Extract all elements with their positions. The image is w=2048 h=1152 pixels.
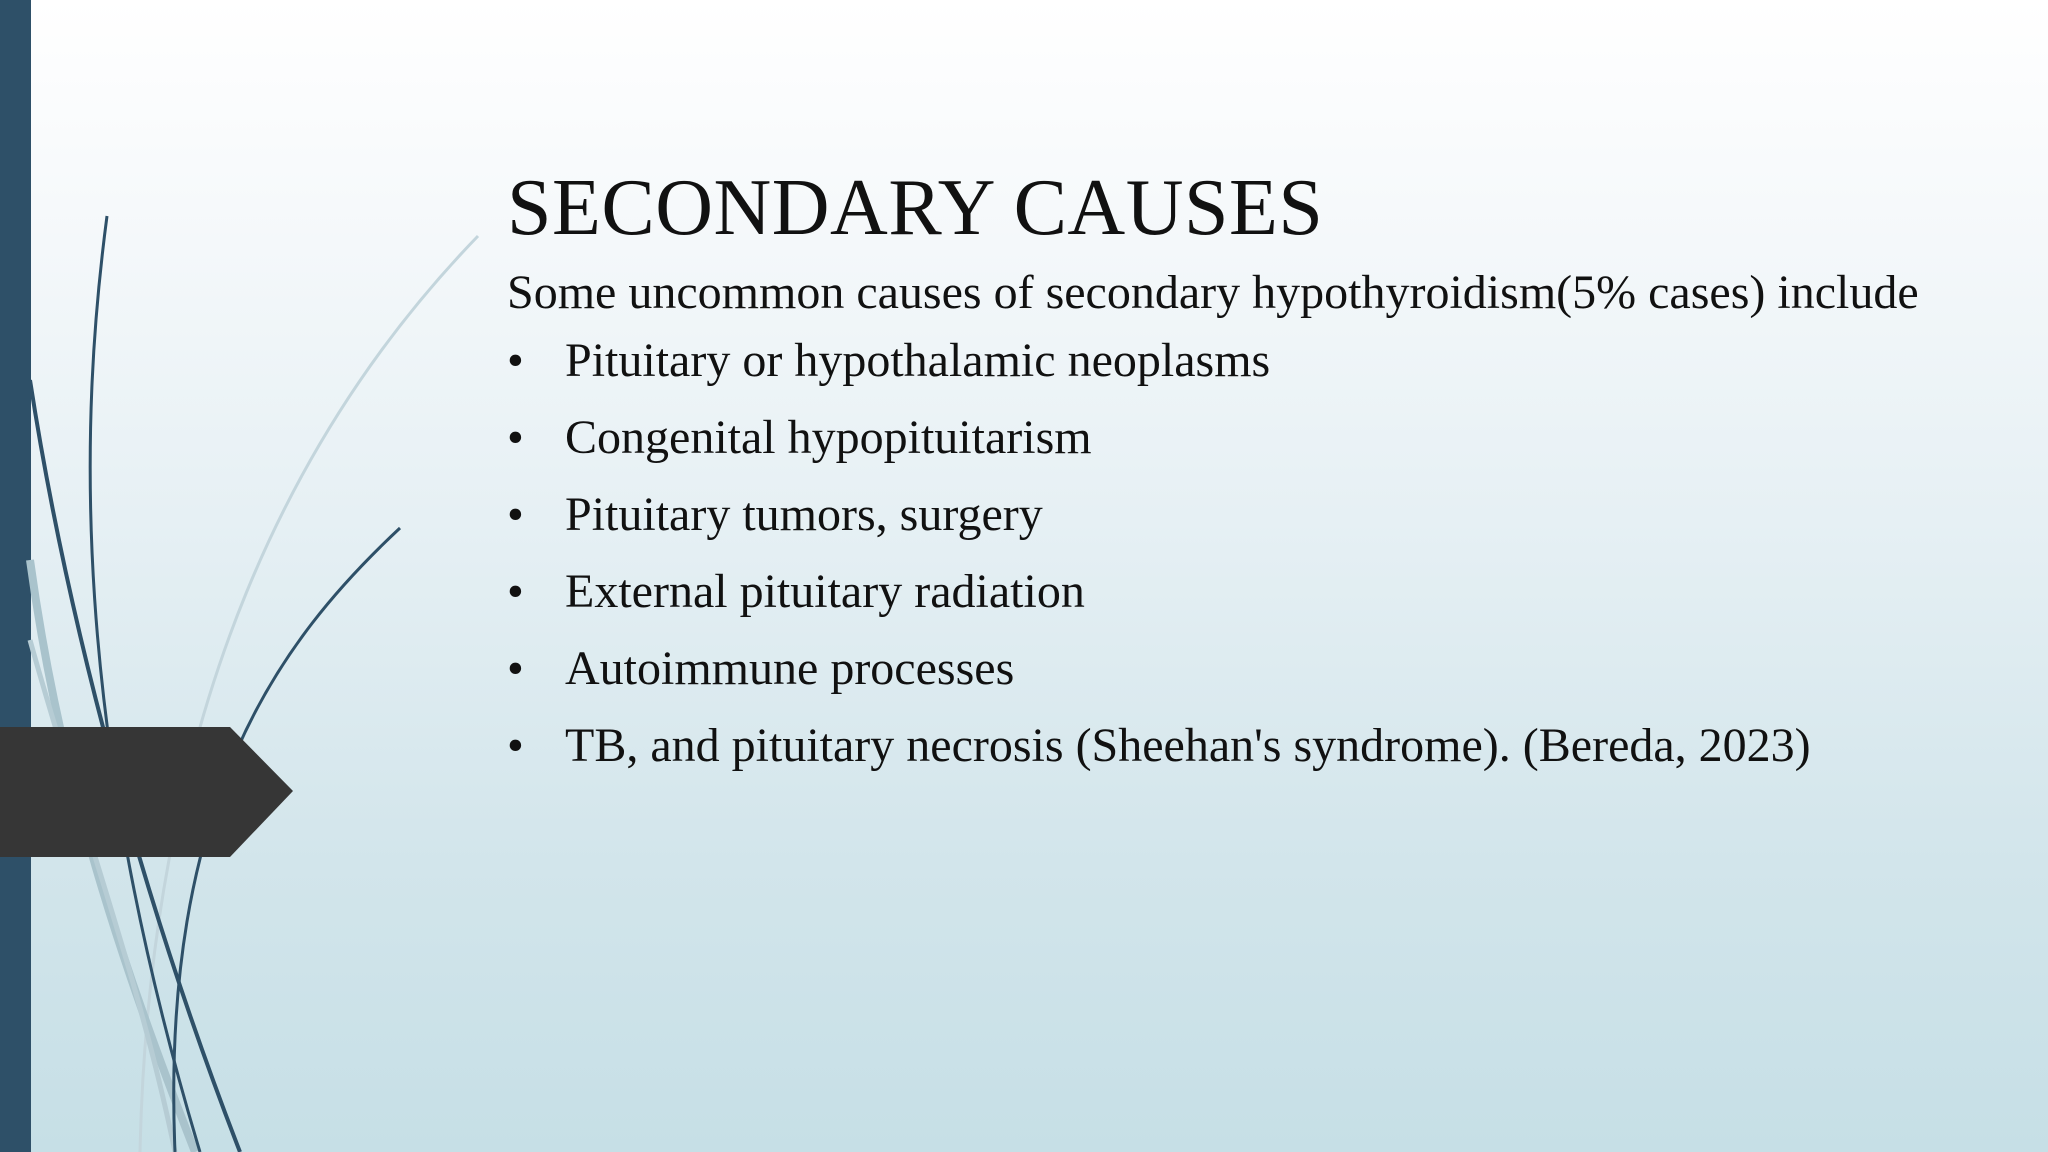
bullet-item <box>507 565 1973 619</box>
bullet-list <box>507 334 1973 773</box>
bullet-dot: • <box>507 488 524 541</box>
bullet-item <box>507 488 1973 542</box>
arrow-tab-shape <box>0 727 293 857</box>
bullet-item <box>507 719 1973 773</box>
bullet-item <box>507 642 1973 696</box>
bullet-dot: • <box>507 642 524 695</box>
intro-text: Some uncommon causes of secondary hypothyroidism(5% cases) include <box>507 266 1919 319</box>
bullet-text: Congenital hypopituitarism <box>565 411 1092 464</box>
bullet-text: Autoimmune processes <box>565 642 1015 695</box>
bullet-dot: • <box>507 719 524 772</box>
bullet-text: Pituitary or hypothalamic neoplasms <box>565 334 1271 387</box>
bullet-text: Pituitary tumors, surgery <box>565 488 1043 541</box>
bullet-text: TB, and pituitary necrosis (Sheehan's syndrome). (Bereda, 2023) <box>565 719 1811 772</box>
bullet-dot: • <box>507 411 524 464</box>
bullet-dot: • <box>507 334 524 387</box>
slide-content <box>507 160 1973 796</box>
bullet-item <box>507 334 1973 388</box>
bullet-item <box>507 411 1973 465</box>
bullet-dot: • <box>507 565 524 618</box>
slide-title: SECONDARY CAUSES <box>507 164 1324 252</box>
bullet-text: External pituitary radiation <box>565 565 1085 618</box>
